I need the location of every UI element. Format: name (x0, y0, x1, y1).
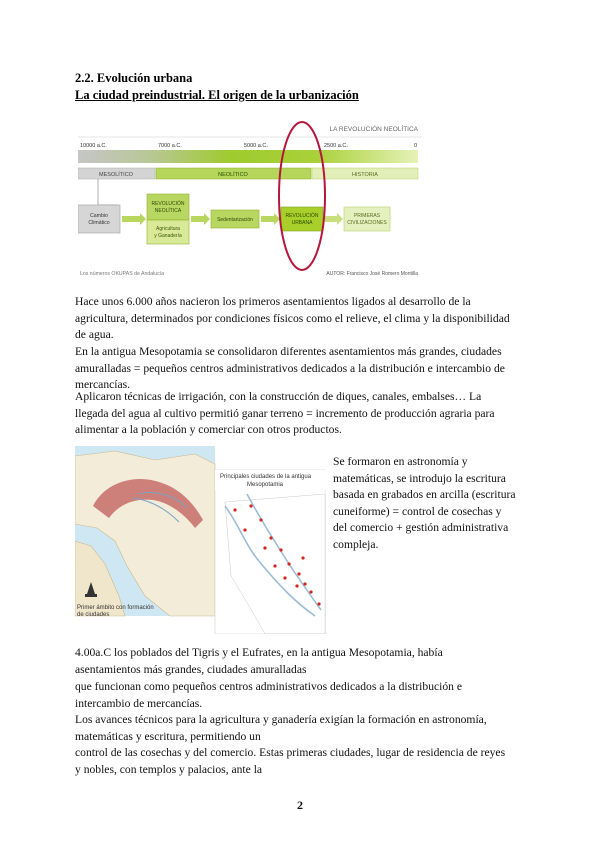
paragraph-4: 4.00a.C los poblados del Tigris y el Eufrates, en la antigua Mesopotamia, había asentamientos más grandes, ciudades amuralladas (75, 646, 443, 676)
date-label: 7000 a.C. (158, 143, 182, 149)
box-neolithic-line2: NEOLÍTICA (154, 208, 182, 214)
mesopotamia-maps-figure (75, 446, 326, 634)
section-heading: 2.2. Evolución urbana (75, 71, 193, 85)
box-agri-line2: y Ganadería (154, 233, 182, 239)
map-title-line1: Principales ciudades de la antigua (220, 474, 312, 480)
paragraph-1: Hace unos 6.000 años nacieron los primeros asentamientos ligados al desarrollo de la agricultura, determinados por condiciones físicos como el relieve, el clima y la disponibilidad de agua. (75, 295, 510, 342)
paragraph-5: que funcionan como pequeños centros administrativos dedicados a la distribución e intercambio de mercancías. (75, 680, 462, 710)
period-neolithic: NEOLÍTICO (218, 172, 248, 178)
box-climate-line1: Cambio (90, 213, 108, 219)
box-neolithic-line1: REVOLUCIÓN (151, 201, 185, 207)
section-subtitle: La ciudad preindustrial. El origen de la urbanización (75, 88, 359, 102)
box-climate-line2: Climático (88, 220, 110, 226)
box-urban-line1: REVOLUCIÓN (285, 213, 319, 219)
figure-credit-right: AUTOR: Francisco José Romero Montilla (326, 271, 418, 277)
box-civ-line1: PRIMERAS (353, 213, 381, 219)
timeline-banner: LA REVOLUCIÓN NEOLÍTICA (329, 126, 418, 133)
date-label: 2500 a.C. (324, 143, 348, 149)
figure-credit-left: Los números OKUPAS de Andalucía (80, 271, 165, 277)
map-title-line2: Mesopotamia (247, 482, 284, 488)
period-history: HISTORIA (352, 172, 378, 178)
page-number: 2 (297, 798, 303, 812)
period-mesolithic: MESOLÍTICO (99, 172, 133, 178)
date-label: 10000 a.C. (80, 143, 107, 149)
map-caption-line2: de ciudades (77, 612, 110, 618)
paragraph-3: Aplicaron técnicas de irrigación, con la construcción de diques, canales, embalses… La llegada del agua al cultivo permitió ganar terreno = incremento de producción agraria para alimentar a la población y comerciar con otros productos. (75, 390, 495, 437)
paragraph-7: control de las cosechas y del comercio. Estas primeras ciudades, lugar de residencia de reyes y nobles, con templos y palacios, ante la (75, 746, 506, 776)
paragraph-6: Los avances técnicos para la agricultura y ganadería exigían la formación en astronomía, matemáticas y escritura, permitiendo un (75, 713, 487, 743)
box-agri-line1: Agricultura (156, 226, 180, 232)
paragraph-2: En la antigua Mesopotamia se consolidaron diferentes asentamientos más grandes, ciudades amuralladas = pequeños centros administrativos dedicados a la distribución e intercambio de mercancías. (75, 345, 505, 392)
map-caption-line1: Primer ámbito con formación (77, 605, 154, 611)
box-urban-line2: URBANA (291, 220, 313, 226)
neolithic-timeline-figure (78, 117, 422, 280)
date-label: 5000 a.C. (244, 143, 268, 149)
box-sedentary: Sedentarización (217, 217, 253, 223)
box-civ-line2: CIVILIZACIONES (347, 220, 387, 226)
date-label: 0 (414, 143, 418, 149)
side-paragraph: Se formaron en astronomía y matemáticas, se introdujo la escritura basada en grabados en arcilla (escritura cuneiforme) = control de cosechas y del comercio + gestión administrativa compleja. (333, 455, 516, 551)
